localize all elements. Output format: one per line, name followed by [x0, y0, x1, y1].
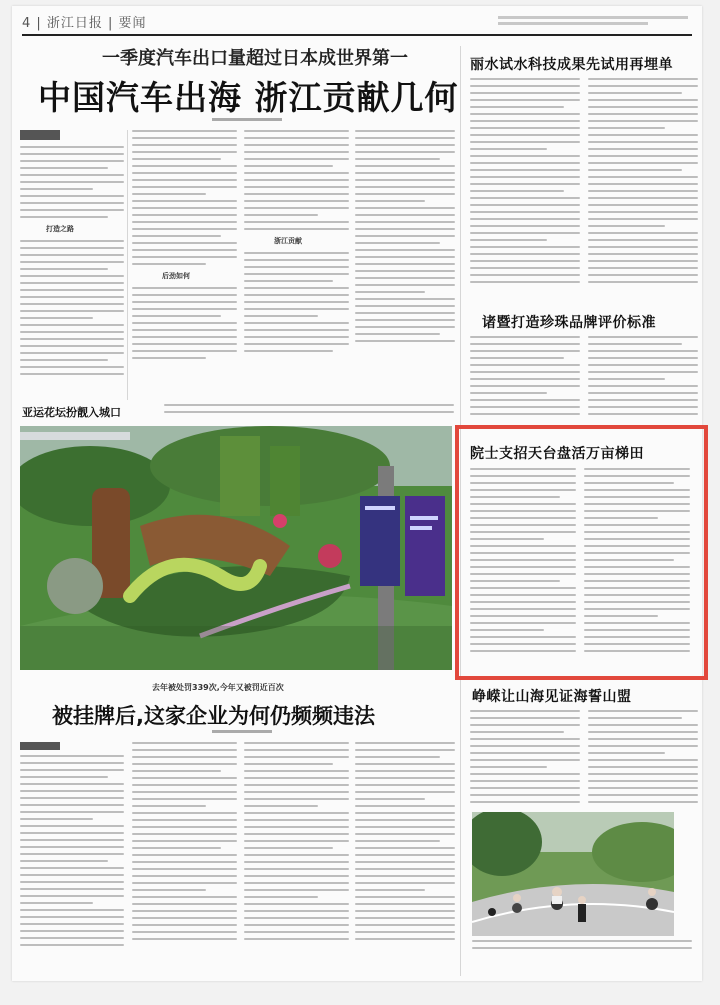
photo-caption-text: [472, 940, 692, 962]
photo-caption-body: [164, 404, 454, 422]
right-article-1-body: [470, 78, 698, 306]
flower-bed-photo: [20, 426, 452, 670]
bottom-column-4: [355, 742, 455, 972]
bottom-column-1: [20, 742, 124, 972]
bottom-byline: [212, 730, 272, 733]
bottom-column-2: [132, 742, 237, 972]
right-article-4-title: 峥嵘让山海见证海誓山盟: [472, 689, 632, 705]
bottom-column-3: [244, 742, 349, 972]
lead-subhead-2: 后劲如何: [162, 272, 190, 280]
lead-headline: 中国汽车出海 浙江贡献几何: [38, 78, 459, 117]
photo-title: 亚运花坛扮靓入城口: [22, 406, 121, 419]
lead-column-4: [355, 130, 455, 400]
lead-subhead-1: 打造之路: [46, 225, 74, 233]
lead-column-3: [244, 130, 349, 400]
column-divider: [127, 130, 128, 400]
lead-kicker: 一季度汽车出口量超过日本成世界第一: [102, 48, 408, 69]
lead-column-2: [132, 130, 237, 400]
right-article-3-title: 院士支招天台盘活万亩梯田: [470, 446, 644, 462]
wheelchair-photo: [472, 812, 674, 936]
bottom-kicker: 去年被处罚339次,今年又被罚近百次: [152, 683, 284, 692]
right-article-1-title: 丽水试水科技成果先试用再埋单: [470, 57, 673, 73]
right-article-4-body: [470, 710, 698, 810]
newspaper-page: [12, 6, 702, 981]
header-rule: [22, 34, 692, 36]
lead-subhead-3: 浙江贡献: [274, 237, 302, 245]
right-article-2-body: [470, 336, 698, 420]
header-meta: [498, 16, 688, 25]
right-article-2-title: 诸暨打造珍珠品牌评价标准: [482, 315, 656, 331]
lead-byline: [212, 118, 282, 121]
bottom-headline: 被挂牌后,这家企业为何仍频频违法: [52, 704, 375, 728]
right-article-3-body: [470, 468, 690, 668]
lead-column-1: [20, 130, 124, 400]
page-header: 4 | 浙江日报 | 要闻: [22, 16, 147, 31]
